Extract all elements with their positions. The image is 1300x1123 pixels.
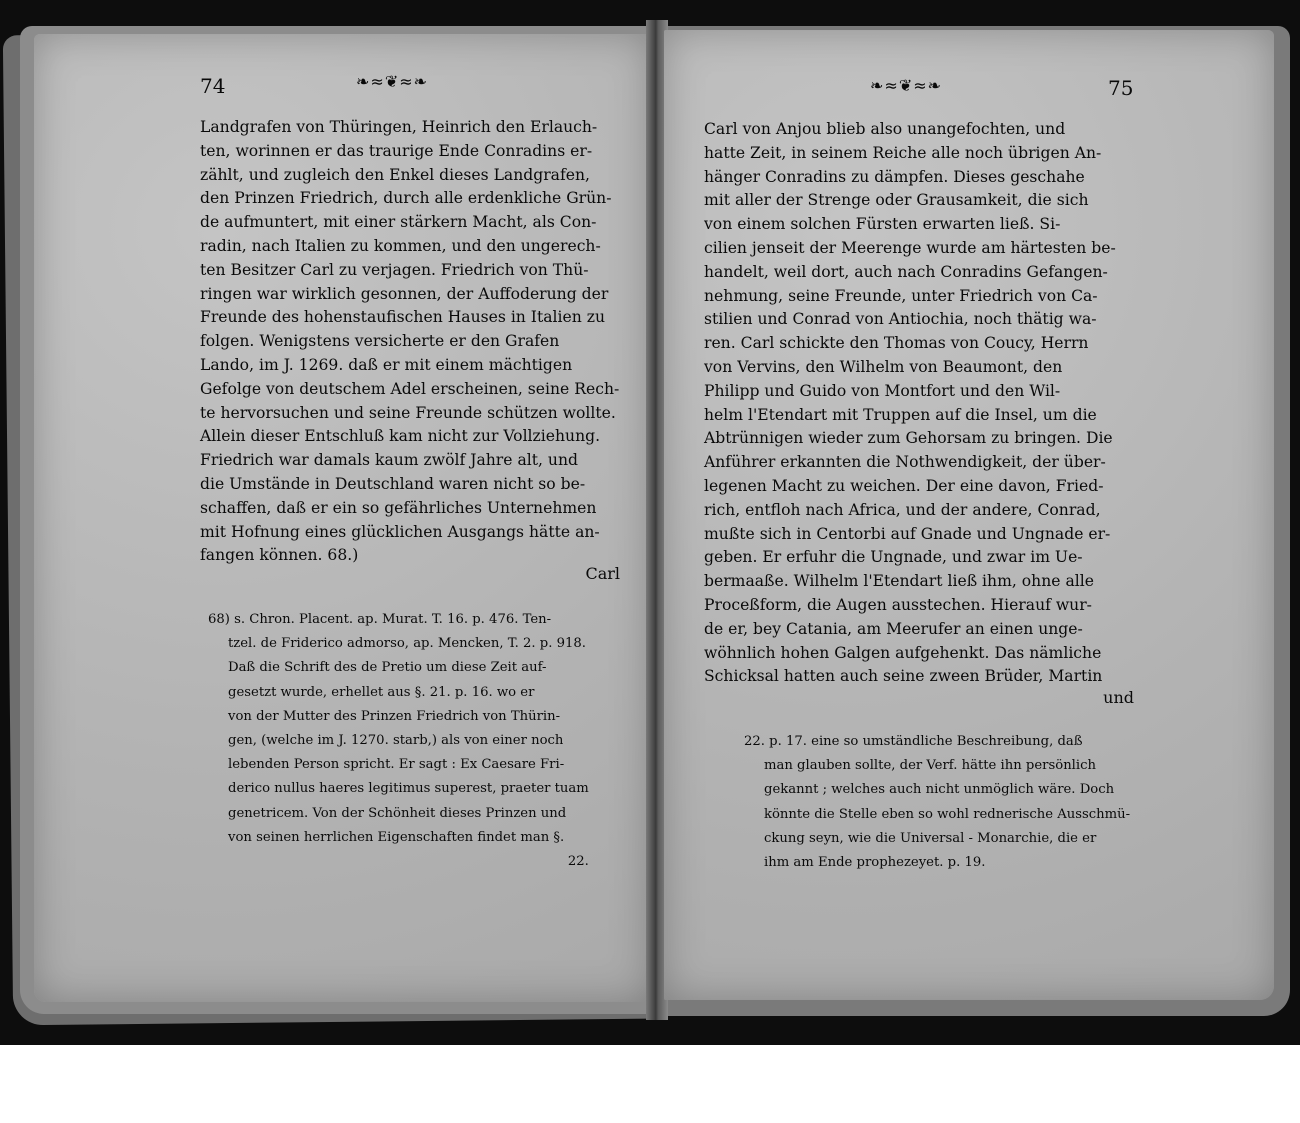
text-line: Freunde des hohenstaufischen Hauses in Italien zu bbox=[200, 308, 605, 327]
catchword: und bbox=[1103, 688, 1134, 707]
text-line: den Prinzen Friedrich, durch alle erdenkliche Grün- bbox=[200, 189, 612, 208]
text-line: te hervorsuchen und seine Freunde schützen wollte. bbox=[200, 403, 616, 422]
footnote-catchword: 22. bbox=[567, 854, 589, 870]
text-line: Carl von Anjou blieb also unangefochten, und bbox=[704, 120, 1066, 138]
text-line: Allein dieser Entschluß kam nicht zur Vollziehung. bbox=[200, 427, 601, 446]
text-line: mußte sich in Centorbi auf Gnade und Ungnade er- bbox=[704, 524, 1111, 543]
text-line: ringen war wirklich gesonnen, der Auffoderung der bbox=[200, 284, 609, 303]
header-ornament: ❧≈❦≈❧ bbox=[356, 72, 429, 91]
text-line: cilien jenseit der Meerenge wurde am härtesten be- bbox=[704, 238, 1116, 257]
text-line: helm l'Etendart mit Truppen auf die Insel, um die bbox=[704, 405, 1097, 424]
text-line: ren. Carl schickte den Thomas von Coucy, Herrn bbox=[704, 334, 1089, 353]
text-line: Friedrich war damals kaum zwölf Jahre alt, und bbox=[200, 451, 578, 470]
text-line: Gefolge von deutschem Adel erscheinen, seine Rech- bbox=[200, 379, 620, 398]
text-line: radin, nach Italien zu kommen, und den ungerech- bbox=[200, 236, 601, 255]
text-line: folgen. Wenigstens versicherte er den Grafen bbox=[200, 332, 560, 351]
footnote-line: derico nullus haeres legitimus superest, praeter tuam bbox=[228, 781, 589, 797]
text-line: die Umstände in Deutschland waren nicht so be- bbox=[200, 474, 586, 493]
text-line: stilien und Conrad von Antiochia, noch thätig wa- bbox=[704, 310, 1097, 329]
text-line: mit aller der Strenge oder Grausamkeit, die sich bbox=[704, 191, 1089, 210]
text-line: mit Hofnung eines glücklichen Ausgangs hätte an- bbox=[200, 522, 600, 541]
text-line: von einem solchen Fürsten erwarten ließ. Si- bbox=[704, 215, 1061, 234]
text-line: rich, entfloh nach Africa, und der andere, Conrad, bbox=[704, 500, 1101, 519]
text-line: ten Besitzer Carl zu verjagen. Friedrich von Thü- bbox=[200, 260, 589, 279]
text-line: Lando, im J. 1269. daß er mit einem mächtigen bbox=[200, 355, 573, 374]
text-line: handelt, weil dort, auch nach Conradins Gefangen- bbox=[704, 262, 1108, 281]
catchword: Carl bbox=[585, 564, 620, 583]
body-text bbox=[704, 118, 1116, 689]
text-line: von Vervins, den Wilhelm von Beaumont, den bbox=[704, 357, 1063, 376]
left-page bbox=[34, 34, 650, 1002]
page-number: 75 bbox=[1108, 76, 1134, 100]
footnote-line: genetricem. Von der Schönheit dieses Prinzen und bbox=[228, 805, 567, 821]
footnote bbox=[208, 608, 589, 874]
right-page bbox=[664, 30, 1274, 1000]
footnote bbox=[744, 730, 1130, 875]
text-line: zählt, und zugleich den Enkel dieses Landgrafen, bbox=[200, 165, 590, 184]
text-line: Anführer erkannten die Nothwendigkeit, der über- bbox=[704, 453, 1106, 472]
footnote-line: Daß die Schrift des de Pretio um diese Zeit auf- bbox=[228, 660, 547, 676]
header-ornament: ❧≈❦≈❧ bbox=[870, 76, 943, 95]
text-line: de aufmuntert, mit einer stärkern Macht, als Con- bbox=[200, 213, 597, 232]
text-line: schaffen, daß er ein so gefährliches Unternehmen bbox=[200, 498, 597, 517]
footnote-line: tzel. de Friderico admorso, ap. Mencken, T. 2. p. 918. bbox=[228, 636, 586, 652]
body-text bbox=[200, 116, 619, 568]
footnote-line: gen, (welche im J. 1270. starb,) als von einer noch bbox=[228, 733, 564, 749]
page-number: 74 bbox=[200, 74, 226, 98]
text-line: Abtrünnigen wieder zum Gehorsam zu bringen. Die bbox=[704, 429, 1113, 448]
text-line: Philipp und Guido von Montfort und den Wil- bbox=[704, 381, 1061, 400]
footnote-line: könnte die Stelle eben so wohl rednerische Ausschmü- bbox=[764, 806, 1131, 822]
text-line: Landgrafen von Thüringen, Heinrich den Erlauch- bbox=[200, 118, 598, 136]
text-line: Proceßform, die Augen ausstechen. Hierauf wur- bbox=[704, 595, 1092, 614]
text-line: legenen Macht zu weichen. Der eine davon, Fried- bbox=[704, 476, 1104, 495]
footnote-line: ckung seyn, wie die Universal - Monarchie, die er bbox=[764, 830, 1097, 846]
footnote-line: von der Mutter des Prinzen Friedrich von Thürin- bbox=[228, 708, 561, 724]
text-line: hatte Zeit, in seinem Reiche alle noch übrigen An- bbox=[704, 143, 1102, 162]
text-line: Schicksal hatten auch seine zween Brüder, Martin bbox=[704, 667, 1103, 686]
text-line: hänger Conradins zu dämpfen. Dieses geschahe bbox=[704, 167, 1085, 186]
footnote-line: 68) s. Chron. Placent. ap. Murat. T. 16. p. 476. Ten- bbox=[208, 612, 552, 627]
footnote-line: gekannt ; welches auch nicht unmöglich wäre. Doch bbox=[764, 782, 1115, 798]
footnote-line: lebenden Person spricht. Er sagt : Ex Caesare Fri- bbox=[228, 757, 565, 773]
text-line: fangen können. 68.) bbox=[200, 546, 359, 565]
text-line: geben. Er erfuhr die Ungnade, und zwar im Ue- bbox=[704, 548, 1083, 567]
text-line: ten, worinnen er das traurige Ende Conradins er- bbox=[200, 141, 593, 160]
footnote-line: von seinen herrlichen Eigenschaften findet man §. bbox=[228, 829, 565, 845]
footnote-line: ihm am Ende prophezeyet. p. 19. bbox=[764, 855, 986, 871]
text-line: de er, bey Catania, am Meerufer an einen unge- bbox=[704, 619, 1083, 638]
footnote-line: man glauben sollte, der Verf. hätte ihn persönlich bbox=[764, 758, 1096, 774]
footnote-line: 22. p. 17. eine so umständliche Beschreibung, daß bbox=[744, 734, 1083, 749]
text-line: bermaaße. Wilhelm l'Etendart ließ ihm, ohne alle bbox=[704, 572, 1094, 591]
footnote-line: gesetzt wurde, erhellet aus §. 21. p. 16. wo er bbox=[228, 684, 535, 700]
text-line: nehmung, seine Freunde, unter Friedrich von Ca- bbox=[704, 286, 1098, 305]
text-line: wöhnlich hohen Galgen aufgehenkt. Das nämliche bbox=[704, 643, 1102, 662]
